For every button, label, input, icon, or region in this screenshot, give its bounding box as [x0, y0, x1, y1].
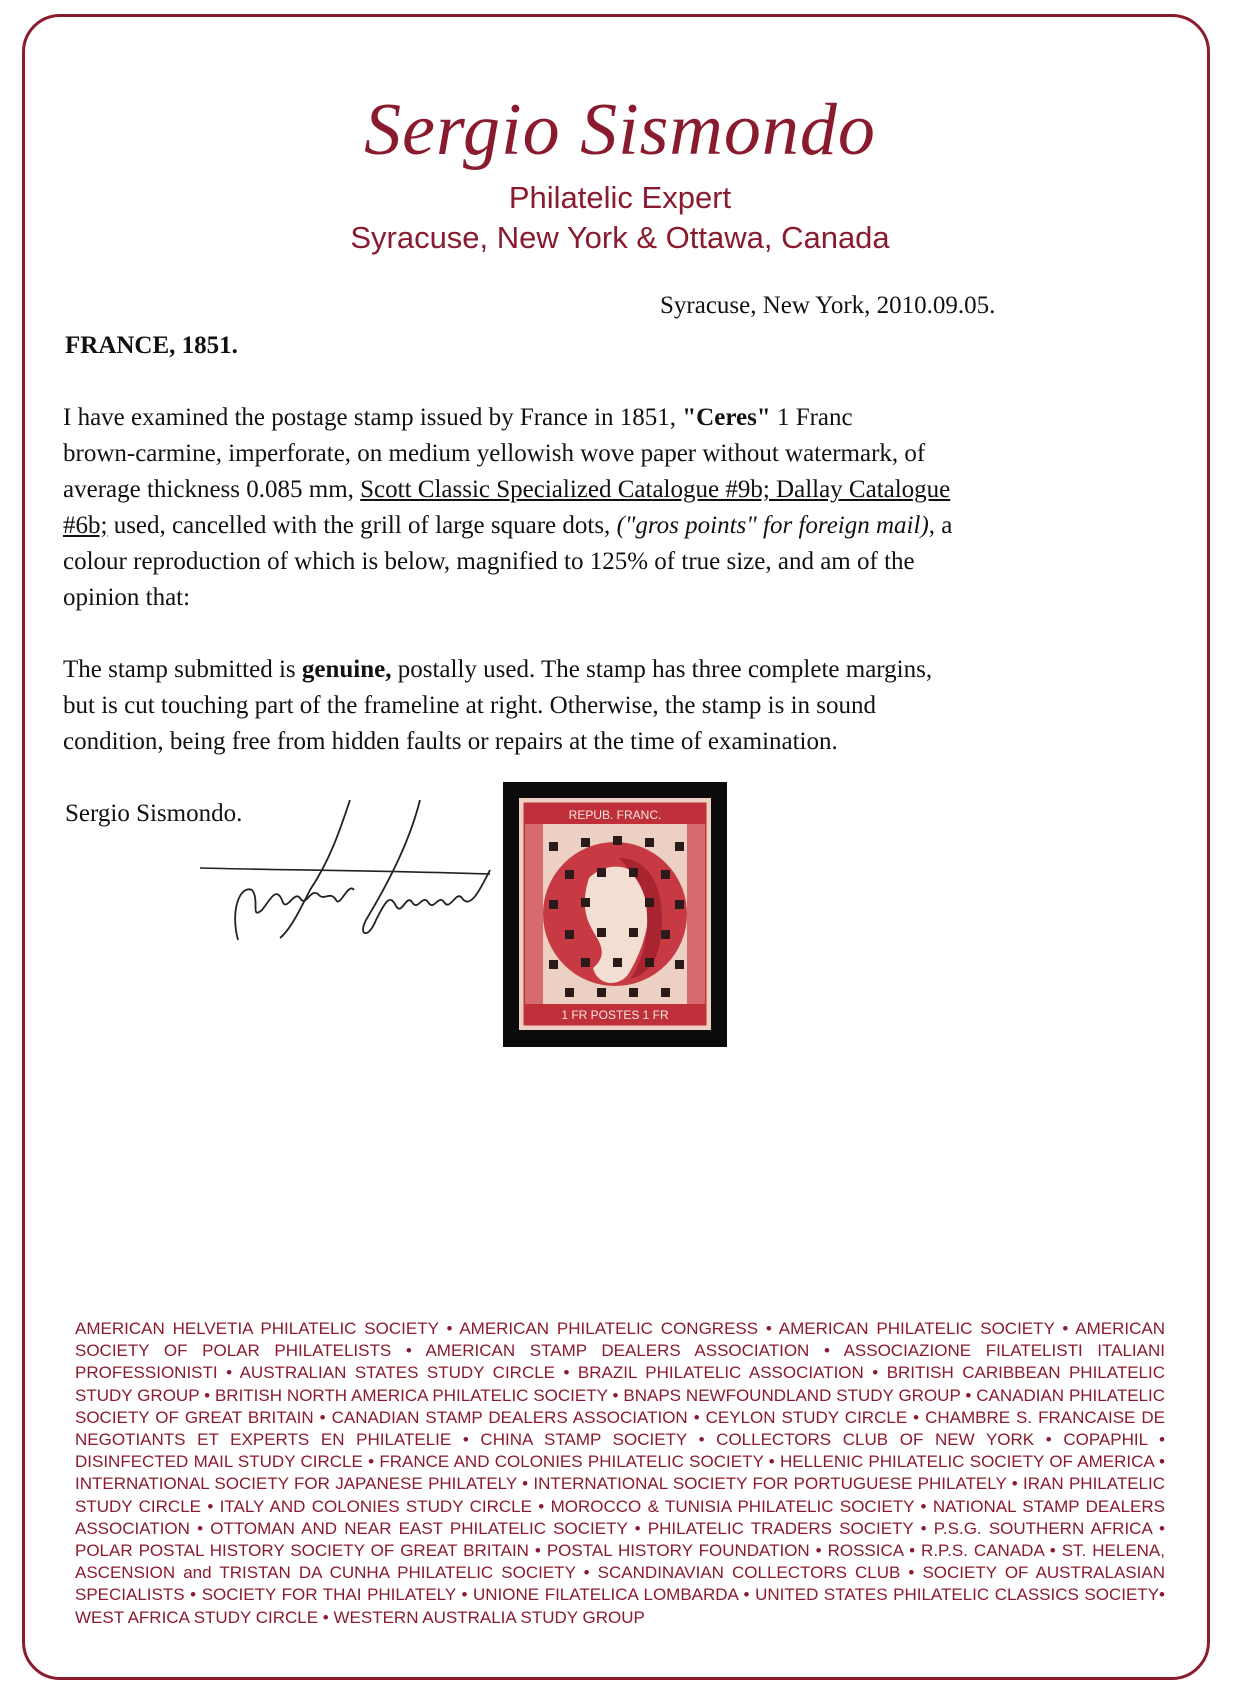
text-run: average thickness 0.085 mm, — [63, 476, 361, 503]
society-memberships: AMERICAN HELVETIA PHILATELIC SOCIETY • AMERICAN PHILATELIC CONGRESS • AMERICAN PHILATELIC SOCIETY • AMERICAN SOCIETY OF POLAR PHILATELISTS • AMERICAN STAMP DEALERS ASSOCIATION • ASSOCIAZIONE FILATELISTI ITALIANI PROFESSIONISTI • AUSTRALIAN STATES STUDY CIRCLE • BRAZIL PHILATELIC ASSOCIATION • BRITISH CARIBBEAN PHILATELIC STUDY GROUP • BRITISH NORTH AMERICA PHILATELIC SOCIETY • BNAPS NEWFOUNDLAND STUDY GROUP • CANADIAN PHILATELIC SOCIETY OF GREAT BRITAIN • CANADIAN STAMP DEALERS ASSOCIATION • CEYLON STUDY CIRCLE • CHAMBRE S. FRANCAISE DE NEGOTIANTS ET EXPERTS EN PHILATELIE • CHINA STAMP SOCIETY • COLLECTORS CLUB OF NEW YORK • COPAPHIL • DISINFECTED MAIL STUDY CIRCLE • FRANCE AND COLONIES PHILATELIC SOCIETY • HELLENIC PHILATELIC SOCIETY OF AMERICA • INTERNATIONAL SOCIETY FOR JAPANESE PHILATELY • INTERNATIONAL SOCIETY FOR PORTUGUESE PHILATELY • IRAN PHILATELIC STUDY CIRCLE • ITALY AND COLONIES STUDY CIRCLE • MOROCCO & TUNISIA PHILATELIC SOCIETY • NATIONAL STAMP DEALERS ASSOCIATION • OTTOMAN AND NEAR EAST PHILATELIC SOCIETY • PHILATELIC TRADERS SOCIETY • P.S.G. SOUTHERN AFRICA • POLAR POSTAL HISTORY SOCIETY OF GREAT BRITAIN • POSTAL HISTORY FOUNDATION • ROSSICA • R.P.S. CANADA • ST. HELENA, ASCENSION and TRISTAN DA CUNHA PHILATELIC SOCIETY • SCANDINAVIAN COLLECTORS CLUB • SOCIETY OF AUSTRALASIAN SPECIALISTS • SOCIETY FOR THAI PHILATELY • UNIONE FILATELICA LOMBARDA • UNITED STATES PHILATELIC CLASSICS SOCIETY• WEST AFRICA STUDY CIRCLE • WESTERN AUSTRALIA STUDY GROUP — [75, 1319, 1165, 1627]
paragraph-line — [63, 400, 1183, 436]
expert-location: Syracuse, New York & Ottawa, Canada — [350, 220, 890, 255]
text-run: I have examined the postage stamp issued by France in 1851, — [63, 404, 683, 431]
text-run: a — [935, 512, 953, 539]
dateline: Syracuse, New York, 2010.09.05. — [660, 292, 996, 319]
paragraph-line: but is cut touching part of the frameline at right. Otherwise, the stamp is in sound — [63, 692, 877, 719]
handwritten-signature — [190, 790, 510, 950]
stamp-image — [503, 782, 727, 1047]
expert-title: Philatelic Expert — [508, 180, 732, 215]
text-run: used, cancelled with the grill of large square dots, — [107, 512, 617, 539]
paragraph-line: condition, being free from hidden faults or repairs at the time of examination. — [63, 728, 838, 755]
expert-name: Sergio Sismondo — [364, 89, 876, 171]
examination-paragraph — [63, 400, 1183, 616]
stamp-name: "Ceres" — [682, 404, 771, 431]
opinion-paragraph — [63, 652, 1183, 760]
catalogue-reference: Scott Classic Specialized Catalogue #9b; Dallay Catalogue — [360, 476, 951, 503]
paragraph-line: opinion that: — [63, 584, 191, 611]
text-run: The stamp submitted is — [63, 656, 302, 683]
paragraph-line — [63, 508, 1183, 544]
ceres-stamp-illustration — [519, 798, 711, 1030]
cancel-note: ("gros points" for foreign mail), — [616, 512, 936, 539]
text-run: postally used. The stamp has three complete margins, — [391, 656, 933, 683]
paragraph-line — [63, 472, 1183, 508]
paragraph-line: brown-carmine, imperforate, on medium yellowish wove paper without watermark, of — [63, 440, 926, 467]
stamp-bottom-text: 1 FR POSTES 1 FR — [561, 1008, 669, 1022]
stamp-top-text: REPUB. FRANC. — [568, 808, 662, 822]
signer-name: Sergio Sismondo. — [65, 800, 243, 827]
catalogue-reference: #6b; — [63, 512, 108, 539]
certificate-heading: FRANCE, 1851. — [65, 332, 238, 359]
paragraph-line — [63, 652, 1183, 688]
verdict: genuine, — [301, 656, 392, 683]
stamp — [519, 798, 711, 1030]
text-run: 1 Franc — [770, 404, 853, 431]
paragraph-line: colour reproduction of which is below, magnified to 125% of true size, and am of the — [63, 548, 915, 575]
